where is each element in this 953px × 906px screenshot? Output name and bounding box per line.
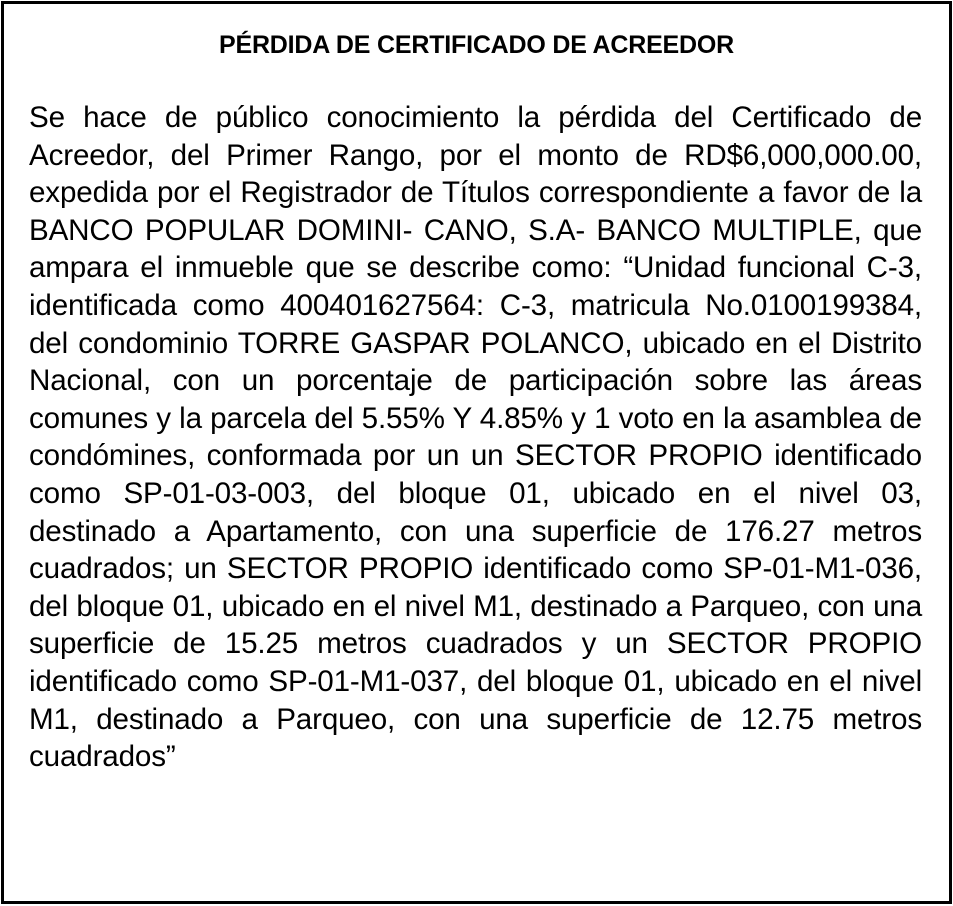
notice-line: SECTOR PROPIO identificado como SP-01-03-003, del xyxy=(29,439,922,510)
notice-line: CANO, S.A- BANCO MULTIPLE, que ampara el inmueble xyxy=(29,213,923,285)
notice-line: Se hace de público conocimiento la pérdida del Certificado xyxy=(29,101,872,134)
notice-line: PROPIO identificado como SP-01-M1-037, del bloque 01, xyxy=(29,627,923,698)
notice-line: con una superficie de 176.27 metros cuadrados; un SECTOR xyxy=(29,514,922,586)
notice-line: como 400401627564: C-3, matricula No.0100199384, del xyxy=(29,288,922,360)
notice-line: superficie de 12.75 metros cuadrados” xyxy=(29,702,922,774)
notice-line: en la asamblea de condómines, conformada por un un xyxy=(29,401,922,473)
notice-line: PROPIO identificado como SP-01-M1-036, del bloque 01, xyxy=(29,552,923,623)
notice-line: RD$6,000,000.00, expedida por el Registrador de Títulos xyxy=(29,138,922,210)
notice-line: ubicado en el nivel M1, destinado a Parqueo, con una xyxy=(221,589,922,623)
notice-line: de Acreedor, del Primer Rango, por el monto de xyxy=(29,101,923,172)
notice-line: que se describe como: “Unidad funcional C-3, identificada xyxy=(29,251,922,322)
notice-line: correspondiente a favor de la BANCO POPULAR DOMINI- xyxy=(29,176,923,247)
notice-body xyxy=(29,99,922,776)
notice-line: bloque 01, ubicado en el nivel 03, destinado a Apartamento, xyxy=(29,476,922,548)
notice-line: Distrito Nacional, con un porcentaje de participación sobre xyxy=(29,326,922,398)
notice-line: superficie de 15.25 metros cuadrados y un SECTOR xyxy=(29,627,789,661)
notice-title: PÉRDIDA DE CERTIFICADO DE ACREEDOR xyxy=(219,31,734,59)
notice-line: condominio TORRE GASPAR POLANCO, ubicado en el xyxy=(78,326,821,360)
notice-line: ubicado en el nivel M1, destinado a Parqueo, con una xyxy=(29,664,922,736)
legal-notice xyxy=(1,1,952,904)
notice-line: las áreas comunes y la parcela del 5.55% Y 4.85% y 1 voto xyxy=(29,364,922,435)
